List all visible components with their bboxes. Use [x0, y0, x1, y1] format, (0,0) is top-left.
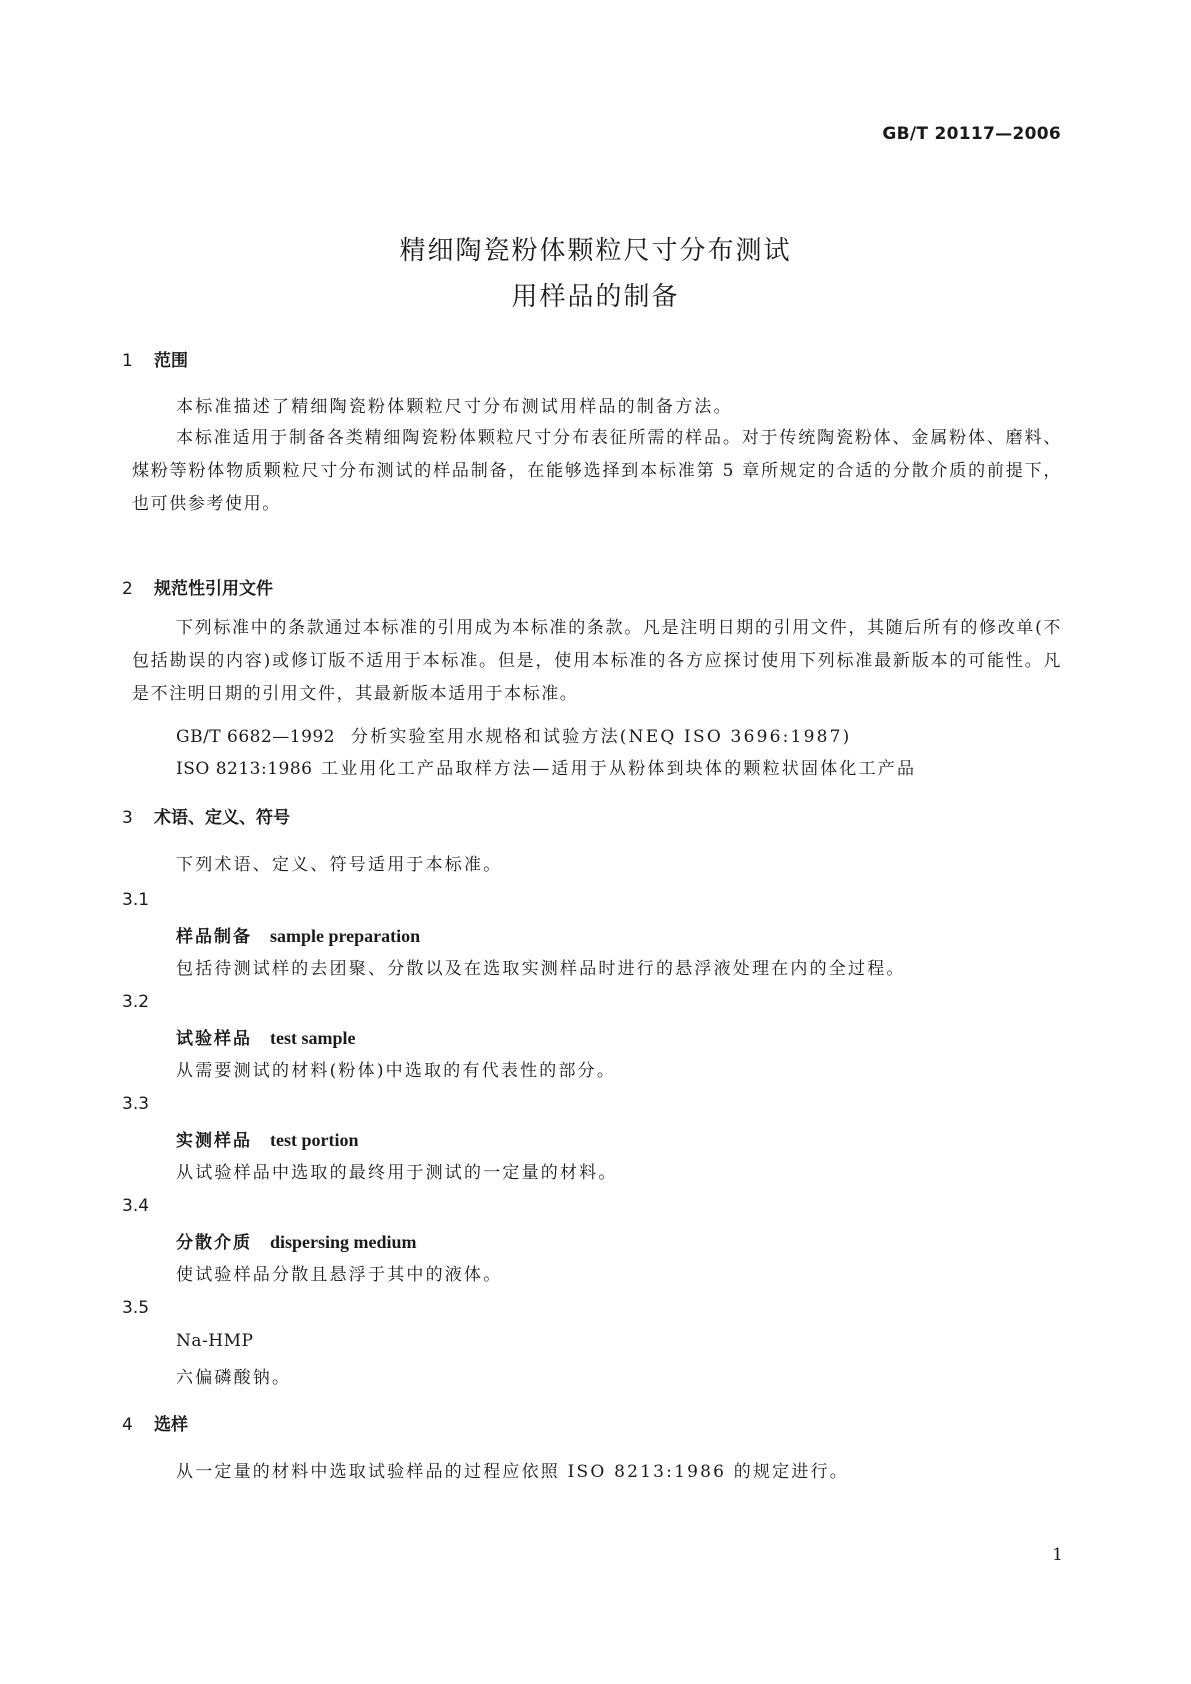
reference-code: GB/T 6682—1992: [176, 727, 336, 747]
subclause-number: 3.2: [122, 992, 150, 1012]
document-title-line-1: 精细陶瓷粉体颗粒尺寸分布测试: [399, 236, 792, 266]
section-3-intro: 下列术语、定义、符号适用于本标准。: [176, 855, 503, 875]
section-4-paragraph-1: 从一定量的材料中选取试验样品的过程应依照 ISO 8213:1986 的规定进行。: [176, 1462, 849, 1482]
section-title: 规范性引用文件: [154, 579, 273, 599]
section-2-paragraph-1: 下列标准中的条款通过本标准的引用成为本标准的条款。凡是注明日期的引用文件，其随后所有的修改单(不包括勘误的内容)或修订版不适用于本标准。但是，使用本标准的各方应探讨使用下列标准最新版本的可能性。凡是不注明日期的引用文件，其最新版本适用于本标准。: [132, 618, 1062, 704]
term-definition: 从试验样品中选取的最终用于测试的一定量的材料。: [176, 1163, 618, 1183]
section-number: 4: [122, 1415, 133, 1435]
reference-title: 工业用化工产品取样方法—适用于从粉体到块体的颗粒状固体化工产品: [321, 759, 917, 779]
section-1-heading: [122, 346, 188, 371]
section-1-paragraph-1: 本标准描述了精细陶瓷粉体颗粒尺寸分布测试用样品的制备方法。: [176, 397, 733, 417]
term-definition: 六偏磷酸钠。: [176, 1368, 292, 1388]
term-entry: [176, 922, 420, 947]
subclause-number: 3.4: [122, 1196, 150, 1216]
document-title-line-2: 用样品的制备: [511, 282, 680, 312]
reference-item: [176, 722, 851, 747]
section-3-heading: [122, 803, 290, 828]
section-title: 范围: [154, 351, 188, 371]
term-english: test portion: [270, 1130, 359, 1150]
section-number: 1: [122, 351, 133, 371]
section-1-paragraph-2: 本标准适用于制备各类精细陶瓷粉体颗粒尺寸分布表征所需的样品。对于传统陶瓷粉体、金属粉体、磨料、煤粉等粉体物质颗粒尺寸分布测试的样品制备，在能够选择到本标准第 5 章所规定的合适的分散介质的前提下，也可供参考使用。: [132, 428, 1062, 514]
term-chinese: 样品制备: [176, 927, 252, 947]
term-english: sample preparation: [270, 926, 421, 946]
section-title: 术语、定义、符号: [154, 808, 290, 828]
term-symbol: Na-HMP: [176, 1331, 254, 1351]
term-english: dispersing medium: [270, 1232, 417, 1252]
section-2-heading: [122, 574, 273, 599]
standard-code: GB/T 20117—2006: [882, 124, 1061, 144]
section-4-heading: [122, 1410, 188, 1435]
term-chinese: 分散介质: [176, 1233, 252, 1253]
term-definition: 使试验样品分散且悬浮于其中的液体。: [176, 1265, 503, 1285]
subclause-number: 3.5: [122, 1298, 150, 1318]
term-entry: [176, 1024, 355, 1049]
term-entry: [176, 1126, 359, 1151]
term-chinese: 实测样品: [176, 1131, 252, 1151]
section-number: 2: [122, 579, 133, 599]
reference-code: ISO 8213:1986: [176, 759, 313, 779]
subclause-number: 3.3: [122, 1094, 150, 1114]
term-entry: [176, 1228, 417, 1253]
term-definition: 从需要测试的材料(粉体)中选取的有代表性的部分。: [176, 1061, 617, 1081]
term-definition: 包括待测试样的去团聚、分散以及在选取实测样品时进行的悬浮液处理在内的全过程。: [176, 959, 906, 979]
term-english: test sample: [270, 1028, 356, 1048]
section-number: 3: [122, 808, 133, 828]
subclause-number: 3.1: [122, 890, 150, 910]
term-chinese: 试验样品: [176, 1029, 252, 1049]
reference-item: [176, 754, 916, 779]
page-number: 1: [1052, 1545, 1063, 1565]
section-title: 选样: [154, 1415, 188, 1435]
reference-title: 分析实验室用水规格和试验方法(NEQ ISO 3696:1987): [351, 727, 852, 747]
